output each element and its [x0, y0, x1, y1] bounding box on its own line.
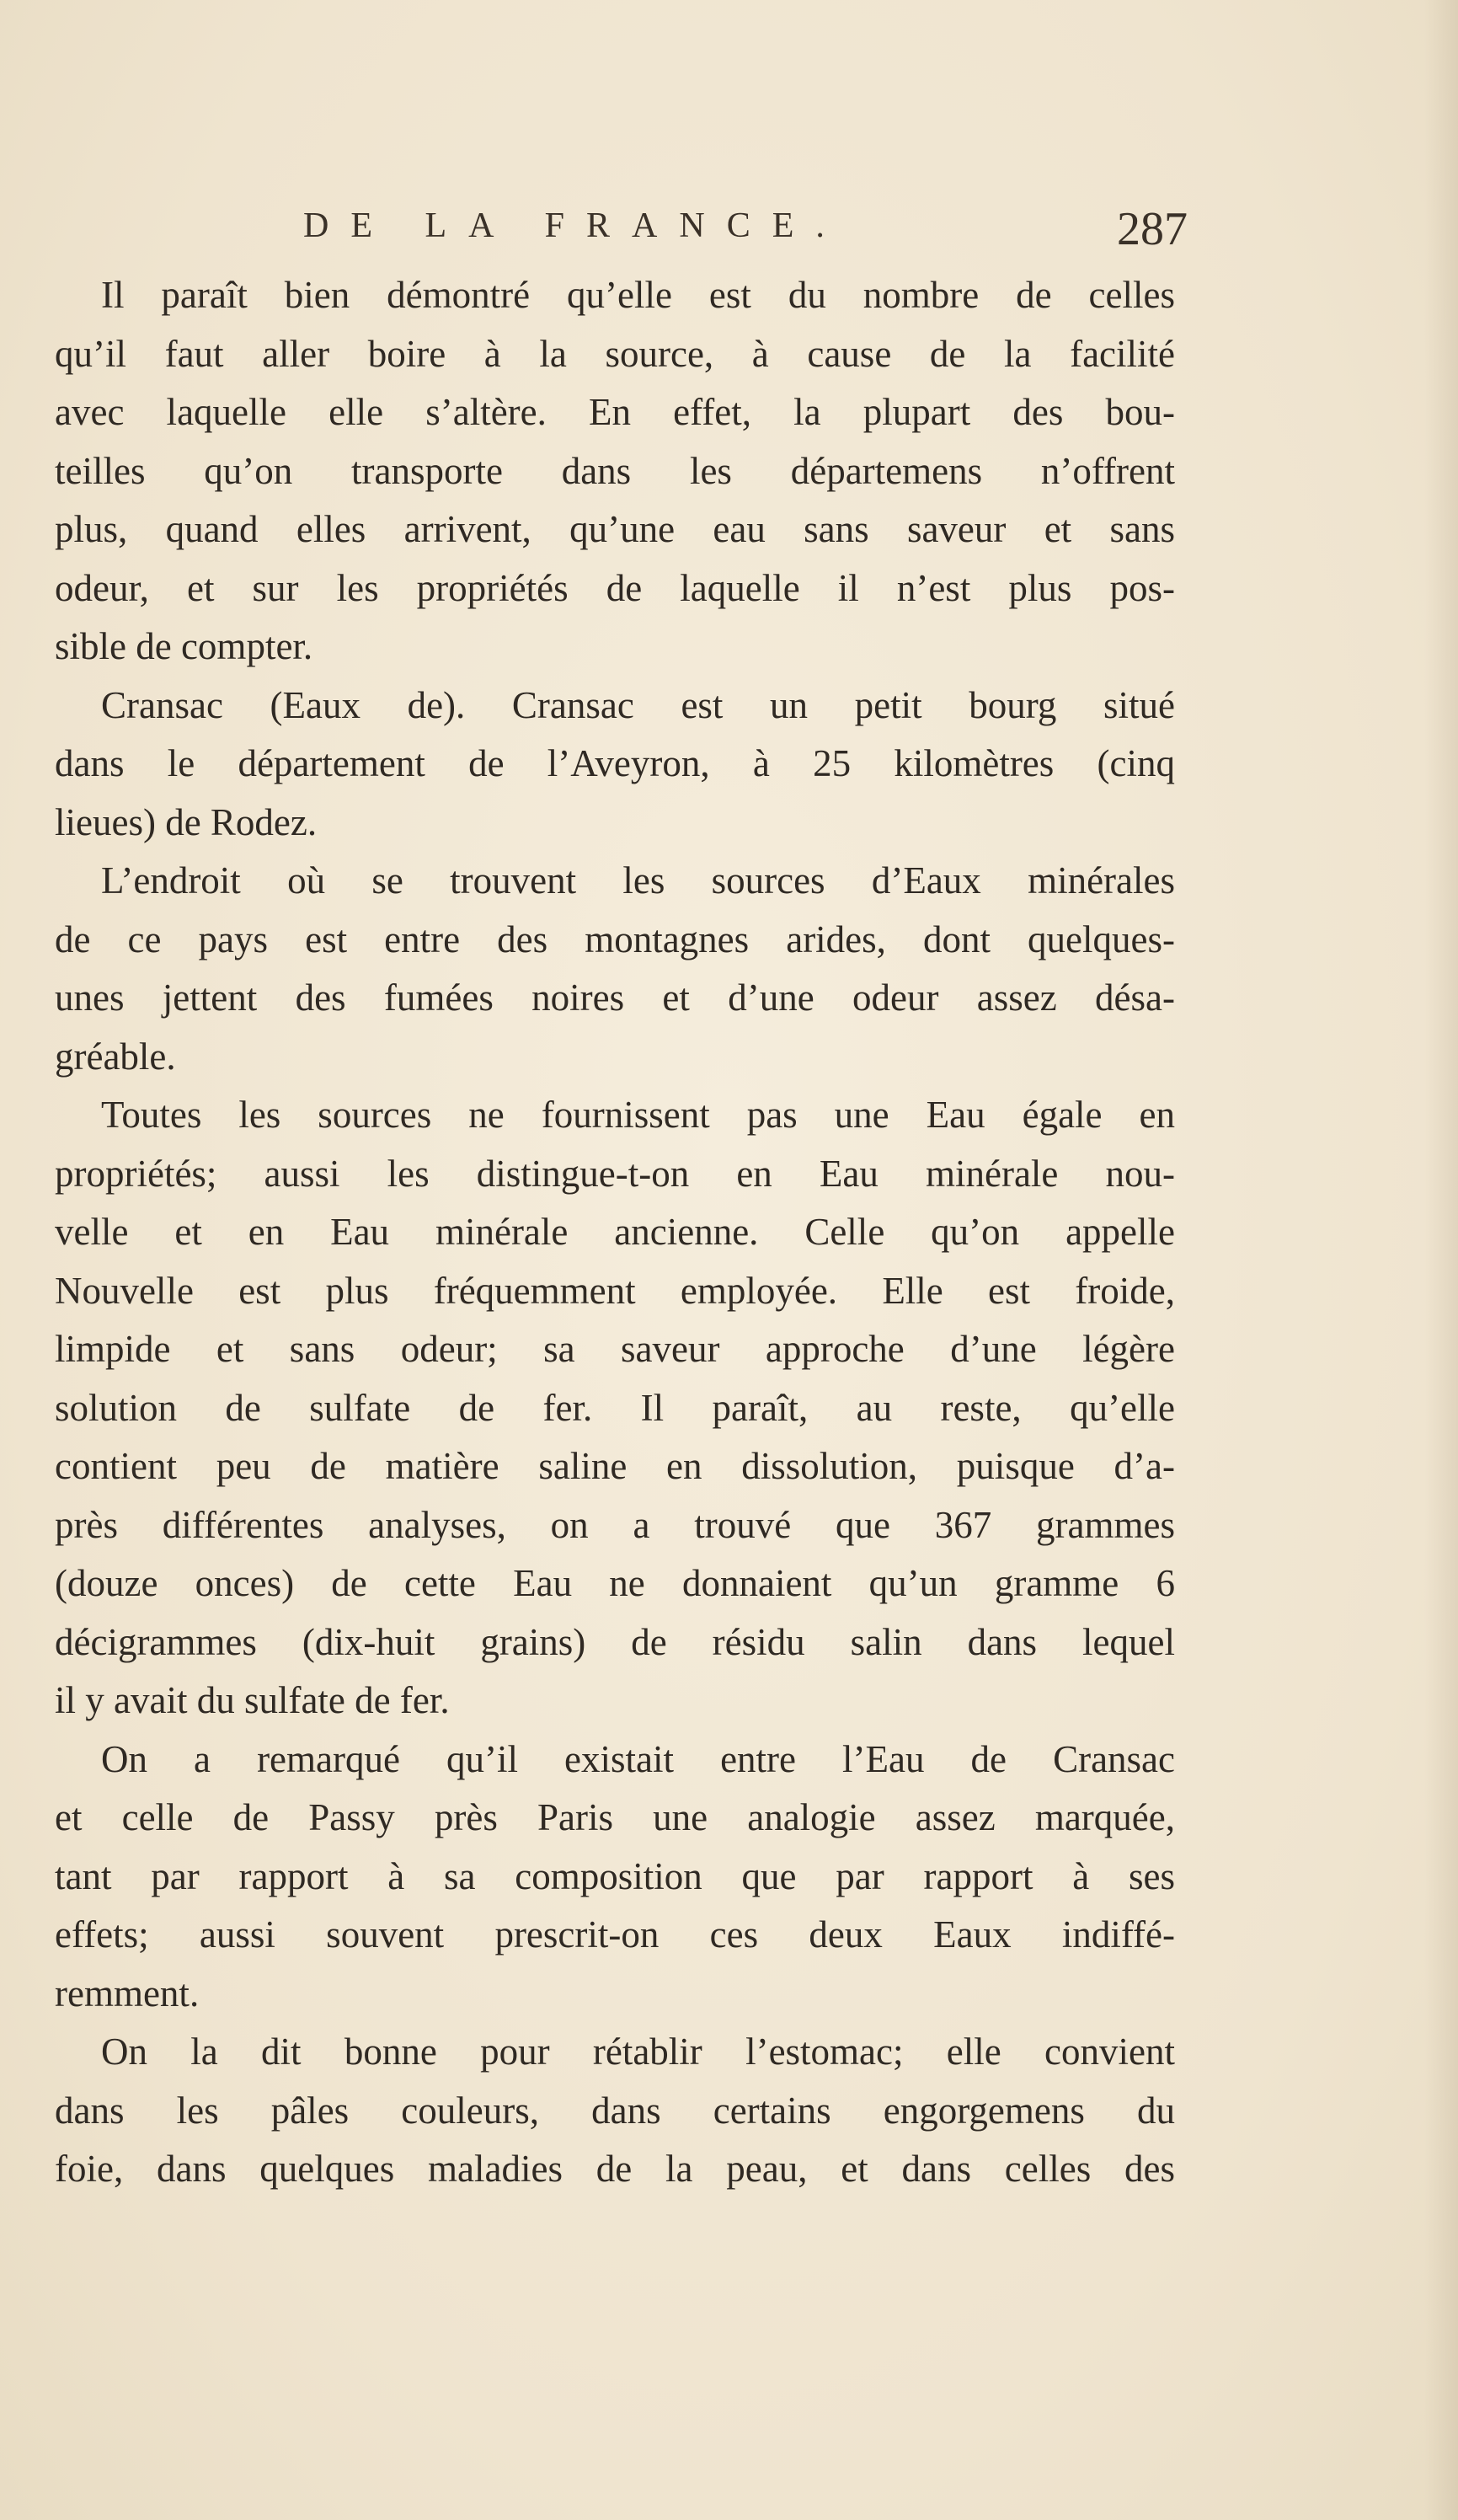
text-line: tant par rapport à sa composition que par rapport à ses — [55, 1854, 1175, 1897]
text-line: et celle de Passy près Paris une analogie assez marquée, — [55, 1796, 1175, 1838]
text-line: effets; aussi souvent prescrit-on ces deux Eaux indiffé- — [55, 1913, 1175, 1956]
text-line: de ce pays est entre des montagnes arides, dont quelques- — [55, 918, 1175, 960]
text-line: On a remarqué qu’il existait entre l’Eau de Cransac — [101, 1737, 1175, 1780]
text-line: avec laquelle elle s’altère. En effet, la plupart des bou- — [55, 391, 1175, 433]
text-line: lieues) de Rodez. — [55, 800, 318, 843]
text-line: Toutes les sources ne fournissent pas une Eau égale en — [101, 1094, 1175, 1136]
text-line: qu’il faut aller boire à la source, à cause de la facilité — [55, 332, 1175, 375]
text-line: L’endroit où se trouvent les sources d’Eaux minérales — [101, 859, 1175, 902]
text-line: velle et en Eau minérale ancienne. Celle qu’on appelle — [55, 1211, 1175, 1253]
text-line: remment. — [55, 1972, 200, 2014]
text-line: il y avait du sulfate de fer. — [55, 1679, 450, 1721]
body-text — [55, 266, 1175, 2199]
text-line: propriétés; aussi les distingue-t-on en Eau minérale nou- — [55, 1152, 1175, 1195]
text-line: sible de compter. — [55, 625, 313, 667]
text-line: limpide et sans odeur; sa saveur approche d’une légère — [55, 1328, 1175, 1370]
text-line: solution de sulfate de fer. Il paraît, au reste, qu’elle — [55, 1386, 1175, 1429]
running-title: DE LA FRANCE. — [303, 206, 846, 245]
text-line: Nouvelle est plus fréquemment employée. Elle est froide, — [55, 1269, 1175, 1312]
text-line: (douze onces) de cette Eau ne donnaient qu’un gramme 6 — [55, 1562, 1175, 1604]
text-line: On la dit bonne pour rétablir l’estomac; elle convient — [101, 2030, 1175, 2073]
text-line: décigrammes (dix-huit grains) de résidu salin dans lequel — [55, 1620, 1175, 1663]
page-number: 287 — [1117, 203, 1188, 255]
text-line: gréable. — [55, 1035, 176, 1078]
text-line: foie, dans quelques maladies de la peau, et dans celles des — [55, 2148, 1175, 2190]
text-line: contient peu de matière saline en dissolution, puisque d’a- — [55, 1445, 1175, 1487]
text-line: plus, quand elles arrivent, qu’une eau sans saveur et sans — [55, 508, 1175, 550]
running-head — [93, 195, 1188, 263]
text-line: odeur, et sur les propriétés de laquelle il n’est plus pos- — [55, 566, 1175, 609]
text-line: Il paraît bien démontré qu’elle est du nombre de celles — [101, 274, 1175, 316]
entry-heading-line: Cransac (Eaux de). Cransac est un petit bourg situé — [101, 683, 1175, 726]
text-line: unes jettent des fumées noires et d’une odeur assez désa- — [55, 976, 1175, 1019]
text-line: teilles qu’on transporte dans les départemens n’offrent — [55, 449, 1175, 492]
text-line: dans les pâles couleurs, dans certains engorgemens du — [55, 2089, 1175, 2132]
text-line: dans le département de l’Aveyron, à 25 kilomètres (cinq — [55, 742, 1175, 784]
text-line: près différentes analyses, on a trouvé que 367 grammes — [55, 1503, 1175, 1546]
page-edge-shadow — [1424, 0, 1458, 2520]
